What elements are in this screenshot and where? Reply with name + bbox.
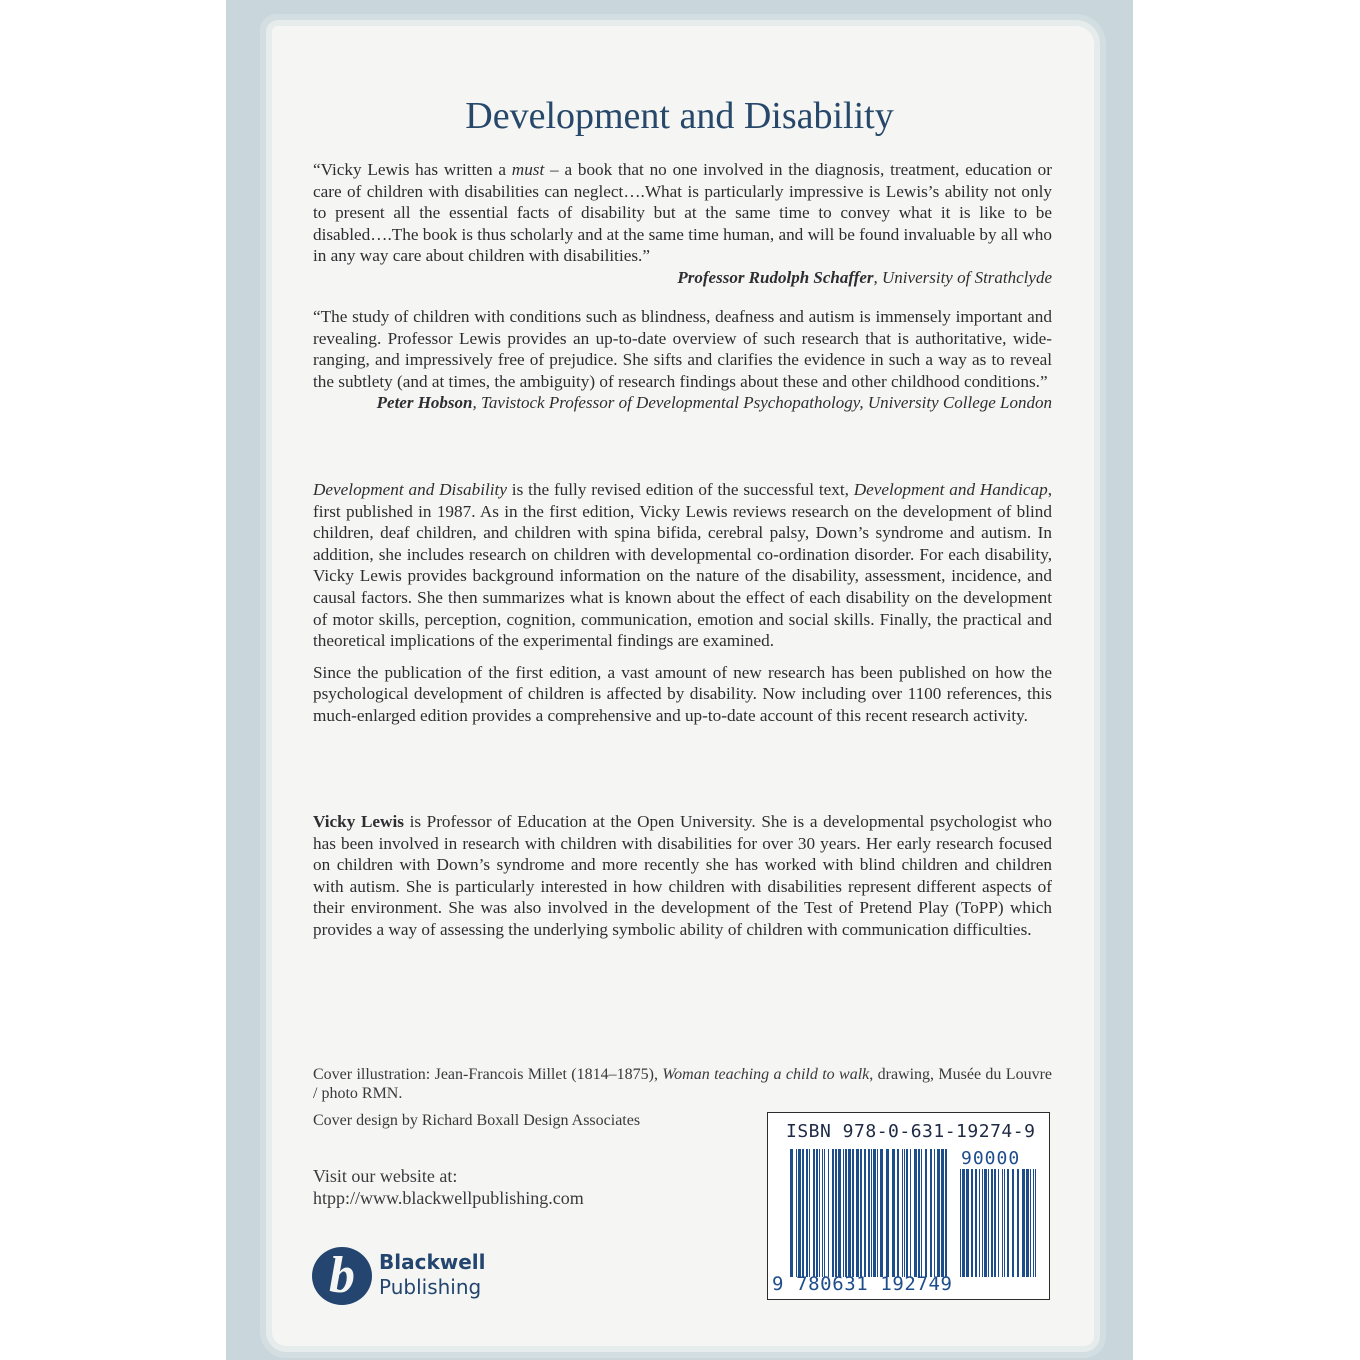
isbn-barcode-box [767, 1112, 1050, 1300]
barcode-bar [1012, 1169, 1014, 1277]
barcode-bar [930, 1149, 932, 1277]
review-1-attribution [313, 267, 1052, 289]
barcode-bar [1030, 1169, 1031, 1277]
ean-number: 9 780631 192749 [772, 1273, 953, 1295]
barcode-bar [904, 1149, 905, 1277]
review-1-affiliation: , University of Strathclyde [873, 267, 1052, 287]
barcode-bar [962, 1169, 965, 1277]
barcode-bar [880, 1149, 883, 1277]
barcode-bar [877, 1149, 878, 1277]
barcode-bar [824, 1149, 825, 1277]
barcode-bar [934, 1149, 935, 1277]
barcode-bar [822, 1149, 823, 1277]
barcode-bar [994, 1169, 996, 1277]
review-2-affiliation: , Tavistock Professor of Developmental Psychopathology, University College London [472, 393, 1052, 413]
barcode-bar [984, 1169, 987, 1277]
isbn-number: ISBN 978-0-631-19274-9 [786, 1121, 1036, 1142]
author-name: Vicky Lewis [313, 812, 404, 831]
barcode-bar [1026, 1169, 1029, 1277]
review-2-author: Peter Hobson [376, 393, 473, 413]
barcode-bar [860, 1149, 862, 1277]
price-addon-number: 90000 [961, 1148, 1021, 1169]
barcode-bar [873, 1149, 876, 1277]
author-bio [313, 811, 1052, 941]
barcode-bar [832, 1149, 834, 1277]
barcode-bar [921, 1149, 922, 1277]
publisher-line-2: Publishing [379, 1275, 482, 1299]
barcode-bar [1033, 1169, 1034, 1277]
barcode-bar [790, 1149, 793, 1277]
cover-design-credit: Cover design by Richard Boxall Design Associates [313, 1112, 641, 1129]
description-paragraph-2: Since the publication of the first edition, a vast amount of new research has been published on how the psychological development of children is affected by disability. Now including over 1100 references, this much-enlarged edition provides a comprehensive and up-to-date account of this recent research activity. [313, 662, 1052, 725]
barcode-bar [845, 1149, 847, 1277]
book-description [313, 479, 1052, 727]
review-2 [313, 306, 1052, 414]
addon-barcode [960, 1169, 1038, 1277]
review-1-author: Professor Rudolph Schaffer [677, 267, 874, 287]
barcode-bar [864, 1149, 866, 1277]
barcode-bar [1002, 1169, 1003, 1277]
barcode-bar [809, 1149, 810, 1277]
barcode-bar [871, 1149, 872, 1277]
barcode-bar [886, 1149, 889, 1277]
barcode-bar [852, 1149, 854, 1277]
publisher-line-1: Blackwell [379, 1250, 486, 1274]
barcode-bar [1035, 1169, 1036, 1277]
author-bio-text: is Professor of Education at the Open University. She is a developmental psychologist who has been involved in research with children with disabilities for over 30 years. Her early research focused on children with Down’s syndrome and more recently she has worked with blind children and children with autism. She is particularly interested in how children with disabilities represent different aspects of their environment. She was also involved in the development of the Test of Pretend Play (ToPP) which provides a way of assessing the underlying symbolic ability of children with communication difficulties. [313, 812, 1052, 939]
website-label: Visit our website at: [313, 1166, 458, 1186]
review-1 [313, 159, 1052, 289]
barcode-bar [988, 1169, 989, 1277]
barcode-bar [813, 1149, 815, 1277]
ean-barcode [790, 1149, 950, 1277]
barcode-bar [892, 1149, 895, 1277]
barcode-bar [925, 1149, 927, 1277]
logo-letter: b [329, 1247, 355, 1304]
barcode-bar [1007, 1169, 1009, 1277]
book-title: Development and Disability [465, 95, 894, 137]
barcode-bar [897, 1149, 899, 1277]
barcode-bar [982, 1169, 983, 1277]
barcode-bar [868, 1149, 870, 1277]
review-1-quote: “Vicky Lewis has written a must – a book that no one involved in the diagnosis, treatment, education or care of children with disabilities can neglect….What is particularly impressive is Lewis’s ability not only to present all the essential facts of disability but at the same time to convey what it is like to be disabled….The book is thus scholarly and at the same time human, and will be found invaluable by all who in any way care about children with disabilities.” [313, 160, 1052, 266]
barcode-bar [856, 1149, 859, 1277]
barcode-bar [971, 1169, 973, 1277]
barcode-bar [843, 1149, 844, 1277]
barcode-bar [937, 1149, 940, 1277]
barcode-bar [806, 1149, 808, 1277]
barcode-bar [802, 1149, 804, 1277]
barcode-bar [914, 1149, 917, 1277]
barcode-bar [991, 1169, 993, 1277]
description-paragraph-1: Development and Disability is the fully revised edition of the successful text, Development and Handicap, first published in 1987. As in the first edition, Vicky Lewis reviews research on the development of blind children, deaf children, and children with spina bifida, cerebral palsy, Down’s syndrome and autism. In addition, she includes research on children with developmental co-ordination disorder. For each disability, Vicky Lewis provides background information on the nature of the disability, assessment, incidence, and causal factors. She then summarizes what is known about the effect of each disability on the development of motor skills, perception, cognition, communication, emotion and social skills. Finally, the practical and theoretical implications of the experimental findings are examined. [313, 480, 1052, 651]
barcode-bar [975, 1169, 977, 1277]
review-2-quote: “The study of children with conditions such as blindness, deafness and autism is immensely important and revealing. Professor Lewis provides an up-to-date overview of such research that is authoritative, wide-ranging, and impressively free of prejudice. She sifts and clarifies the evidence in such a way as to reveal the subtlety (and at times, the ambiguity) of research findings about these and other childhood conditions.” [313, 307, 1052, 391]
website-url[interactable]: htpp://www.blackwellpublishing.com [313, 1188, 584, 1208]
cover-illustration-credit: Cover illustration: Jean-Francois Millet (1814–1875), Woman teaching a child to walk, drawing, Musée du Louvre / photo RMN. [313, 1066, 1052, 1102]
barcode-bar [835, 1149, 837, 1277]
barcode-bar [819, 1149, 820, 1277]
barcode-bar [1017, 1169, 1019, 1277]
barcode-bar [828, 1149, 829, 1277]
barcode-bar [902, 1149, 903, 1277]
review-2-attribution [313, 392, 1052, 414]
barcode-bar [945, 1149, 947, 1277]
barcode-bar [966, 1169, 969, 1277]
barcode-bar [1004, 1169, 1005, 1277]
barcode-bar [910, 1149, 911, 1277]
barcode-bar [906, 1149, 908, 1277]
barcode-bar [918, 1149, 920, 1277]
blackwell-logo-icon [311, 1246, 373, 1306]
cover-credits [313, 1065, 1052, 1103]
barcode-bar [848, 1149, 851, 1277]
barcode-bar [816, 1149, 818, 1277]
barcode-bar [798, 1149, 801, 1277]
barcode-bar [998, 1169, 999, 1277]
barcode-bar [1022, 1169, 1025, 1277]
barcode-bar [979, 1169, 980, 1277]
barcode-bar [838, 1149, 841, 1277]
barcode-bar [941, 1149, 944, 1277]
barcode-bar [960, 1169, 961, 1277]
publisher-name [379, 1250, 486, 1300]
barcode-bar [796, 1149, 797, 1277]
